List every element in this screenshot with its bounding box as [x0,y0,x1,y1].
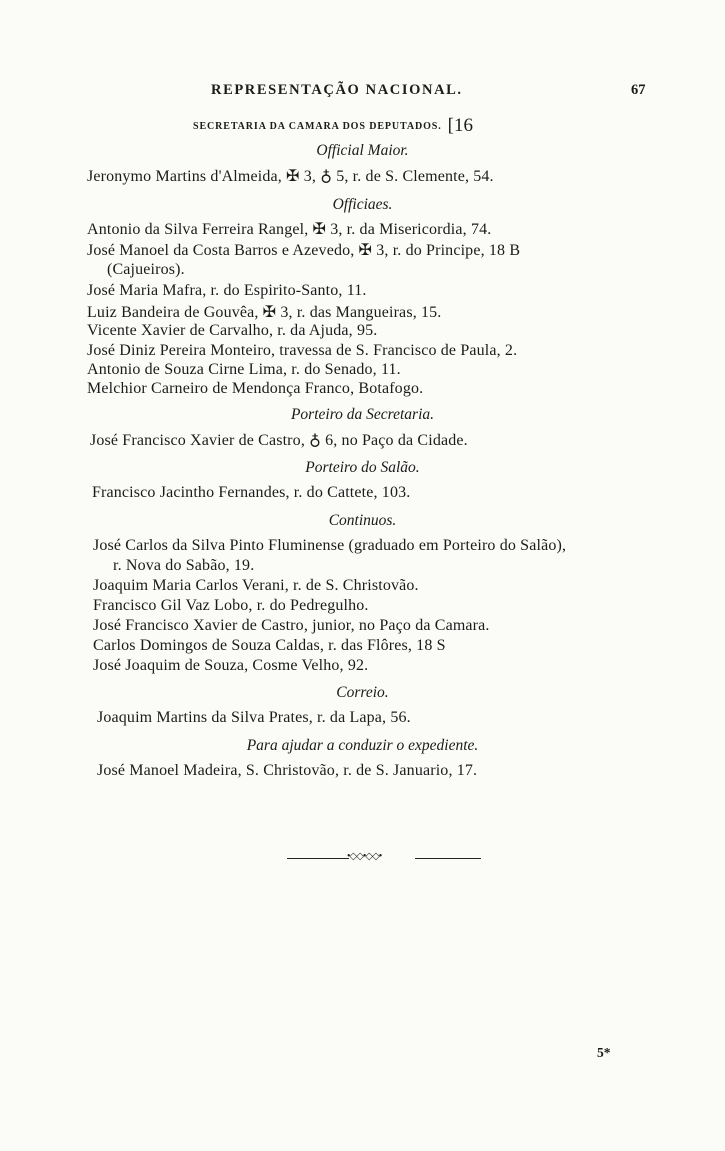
ornament-rule-right [415,858,481,859]
entry-line: José Diniz Pereira Monteiro, travessa de S. Francisco de Paula, 2. [87,342,518,359]
heading-porteiro-salao: Porteiro do Salão. [305,459,420,476]
heading-officiaes: Officiaes. [332,196,393,213]
signature-mark: 5* [597,1045,611,1060]
entry-line: José Joaquim de Souza, Cosme Velho, 92. [93,657,369,674]
entry-line: Antonio da Silva Ferreira Rangel, ✠ 3, r. da Misericordia, 74. [87,221,492,238]
section-subheader [193,113,473,135]
heading-porteiro-secretaria: Porteiro da Secretaria. [290,406,435,423]
subheader-text: SECRETARIA DA CAMARA DOS DEPUTADOS. [193,121,442,132]
entry-line: José Francisco Xavier de Castro, junior, no Paço da Camara. [93,617,490,634]
entry-line: Jeronymo Martins d'Almeida, ✠ 3, ♁ 5, r. de S. Clemente, 54. [87,168,494,185]
entry-line: Melchior Carneiro de Mendonça Franco, Botafogo. [87,380,424,397]
entry-line: José Manoel da Costa Barros e Azevedo, ✠ 3, r. do Principe, 18 B [87,242,521,259]
entry-line: (Cajueiros). [107,261,185,278]
entry-line: Joaquim Maria Carlos Verani, r. de S. Christovão. [93,577,419,594]
entry-line: José Maria Mafra, r. do Espirito-Santo, 11. [87,282,367,299]
page-number: 67 [631,82,646,98]
entry-line: José Manoel Madeira, S. Christovão, r. de S. Januario, 17. [97,762,478,779]
ornament-beads: •◇◇•◇◇• [347,851,382,862]
heading-correio: Correio. [336,684,389,701]
entry-line: Joaquim Martins da Silva Prates, r. da Lapa, 56. [97,709,411,726]
entry-line: José Carlos da Silva Pinto Fluminense (graduado em Porteiro do Salão), [93,537,567,554]
ornament-rule-left [287,858,349,859]
entry-line: r. Nova do Sabão, 19. [113,557,255,574]
entry-line: Francisco Gil Vaz Lobo, r. do Pedregulho. [93,597,369,614]
heading-continuos: Continuos. [328,512,397,529]
subheader-bracket: [16 [447,115,473,136]
page-header [0,82,725,102]
heading-official-maior: Official Maior. [316,142,409,159]
heading-expediente: Para ajudar a conduzir o expediente. [246,737,479,754]
entry-line: Luiz Bandeira de Gouvêa, ✠ 3, r. das Mangueiras, 15. [87,304,442,321]
ornament-divider [287,851,481,864]
running-title: REPRESENTAÇÃO NACIONAL. [211,82,463,98]
entry-line: Antonio de Souza Cirne Lima, r. do Senado, 11. [87,361,401,378]
entry-line: Francisco Jacintho Fernandes, r. do Cattete, 103. [92,484,411,501]
entry-line: Vicente Xavier de Carvalho, r. da Ajuda, 95. [87,322,378,339]
entry-line: Carlos Domingos de Souza Caldas, r. das Flôres, 18 S [93,637,446,654]
entry-line: José Francisco Xavier de Castro, ♁ 6, no Paço da Cidade. [90,432,468,449]
